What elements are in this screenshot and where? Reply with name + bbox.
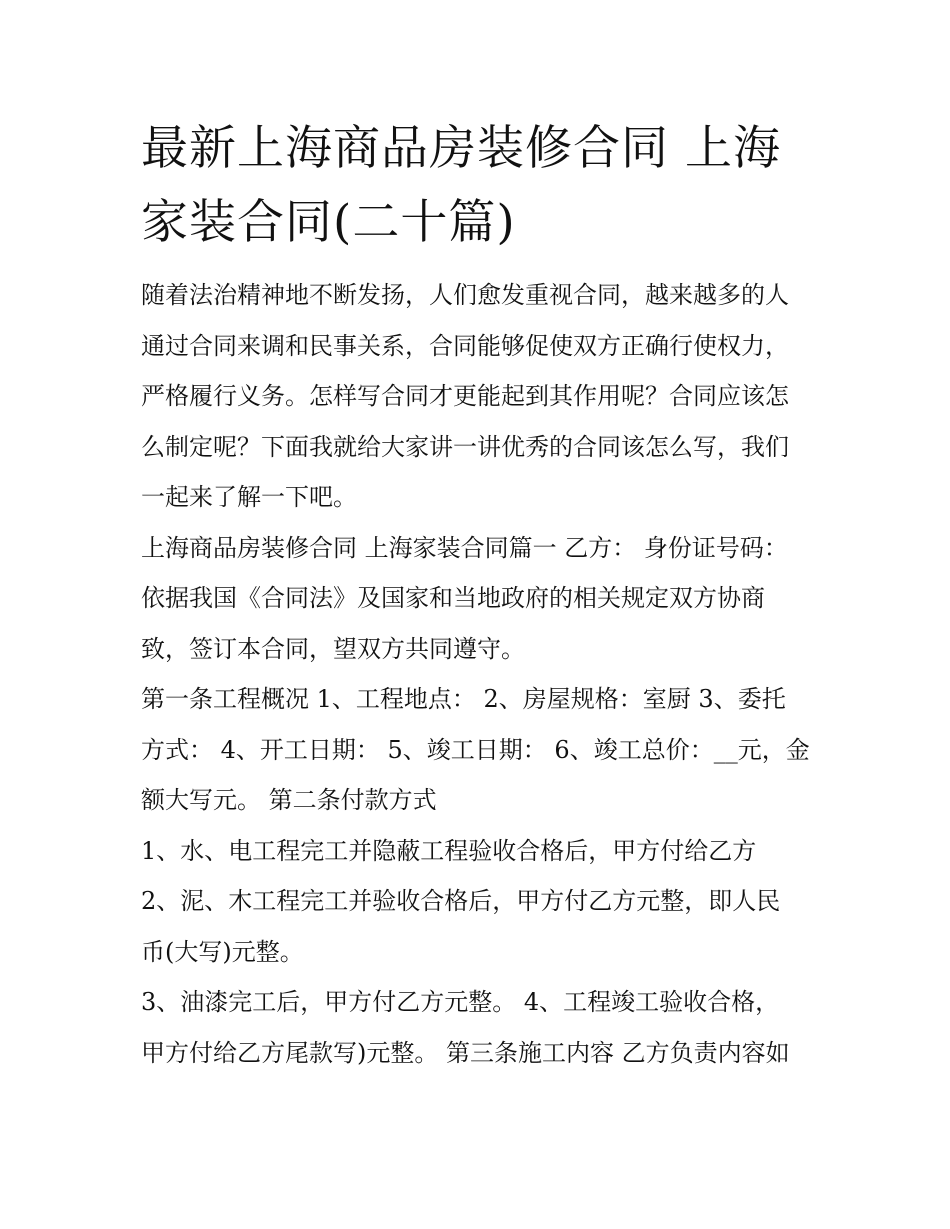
text-line: 币(大写)元整。 xyxy=(141,937,304,966)
contract-header-paragraph xyxy=(141,523,821,675)
document-title xyxy=(141,112,821,260)
text-line: 致，签订本合同，望双方共同遵守。 xyxy=(141,634,525,663)
text-line: 3、油漆完工后，甲方付乙方元整。 4、工程竣工验收合格， xyxy=(141,988,780,1016)
payment-item-1 xyxy=(141,826,821,877)
text-line: 通过合同来调和民事关系，合同能够促使双方正确行使权力， xyxy=(141,331,789,360)
text-line: 一起来了解一下吧。 xyxy=(141,483,357,511)
text-line: 额大写元。 第二条付款方式 xyxy=(141,786,437,814)
payment-item-3-4 xyxy=(141,977,821,1078)
article-one-paragraph xyxy=(141,674,821,826)
text-line: 2、泥、木工程完工并验收合格后，甲方付乙方元整，即人民 xyxy=(141,887,781,915)
text-line: 严格履行义务。怎样写合同才更能起到其作用呢？合同应该怎 xyxy=(141,382,789,410)
payment-item-2 xyxy=(141,876,821,977)
text-line: 方式： 4、开工日期： 5、竣工日期： 6、竣工总价：__元，金 xyxy=(141,735,810,764)
text-line: 上海商品房装修合同 上海家装合同篇一 乙方： 身份证号码： xyxy=(141,533,788,562)
document-page xyxy=(141,112,821,1078)
text-line: 依据我国《合同法》及国家和当地政府的相关规定双方协商 xyxy=(141,584,765,612)
text-line: 甲方付给乙方尾款写)元整。 第三条施工内容 乙方负责内容如 xyxy=(141,1038,790,1067)
text-line: 1、水、电工程完工并隐蔽工程验收合格后，甲方付给乙方 xyxy=(141,836,757,865)
text-line: 么制定呢？下面我就给大家讲一讲优秀的合同该怎么写，我们 xyxy=(141,432,789,461)
intro-paragraph xyxy=(141,270,821,523)
title-line: 家装合同(二十篇) xyxy=(141,195,516,250)
text-line: 第一条工程概况 1、工程地点： 2、房屋规格：室厨 3、委托 xyxy=(141,685,786,713)
text-line: 随着法治精神地不断发扬，人们愈发重视合同，越来越多的人 xyxy=(141,281,789,309)
title-line: 最新上海商品房装修合同 上海 xyxy=(141,121,781,176)
